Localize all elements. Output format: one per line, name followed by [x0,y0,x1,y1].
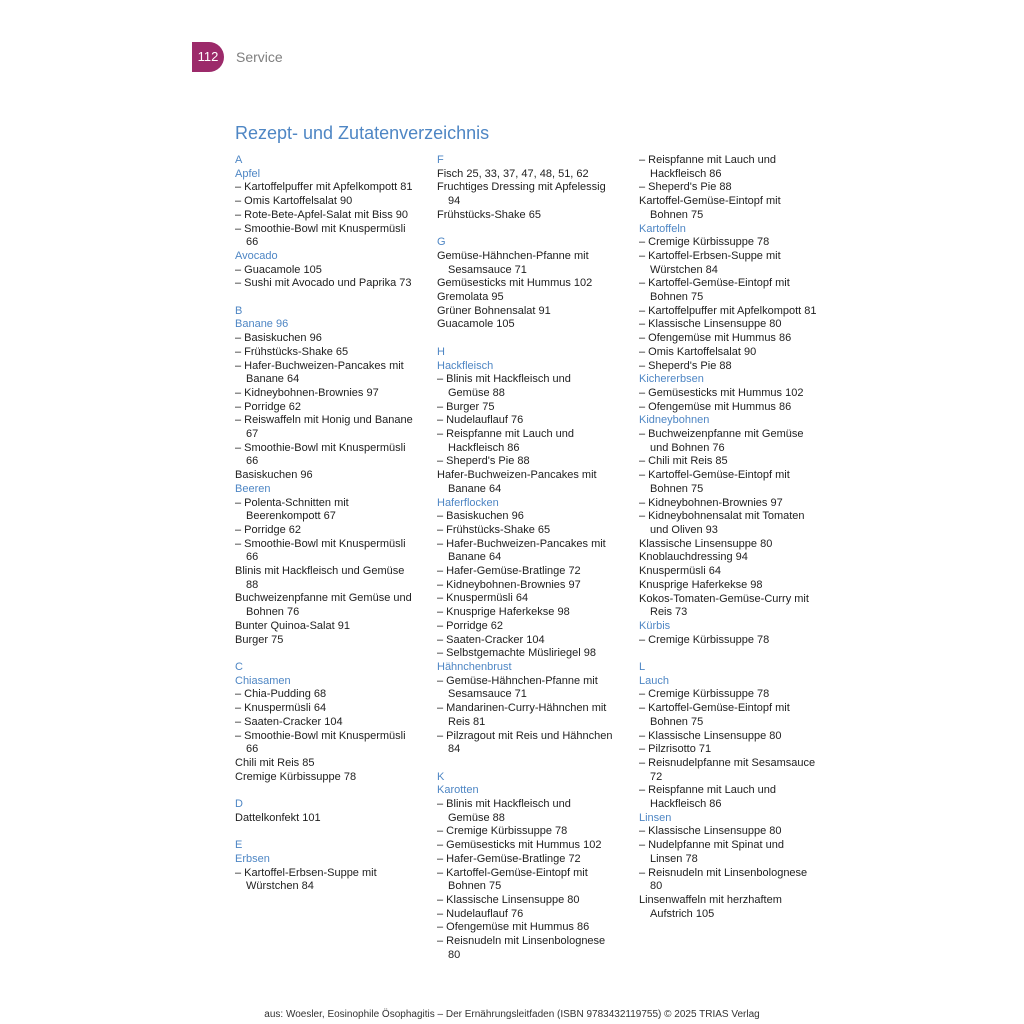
index-subentry: – Kartoffel-Erbsen-Suppe mit Würstchen 84 [639,249,781,276]
index-subentry: – Kartoffel-Gemüse-Eintopf mit Bohnen 75 [639,469,790,495]
index-entry: Burger 75 [235,633,284,646]
index-entry: Frühstücks-Shake 65 [437,208,541,221]
index-subentry: – Saaten-Cracker 104 [235,715,343,728]
index-subentry: – Nudelauflauf 76 [437,414,524,427]
index-group-heading: Hähnchenbrust [437,660,512,673]
index-group-heading: Hackfleisch [437,359,494,372]
index-subentry: – Gemüsesticks mit Hummus 102 [639,386,804,399]
index-subentry: – Kartoffelpuffer mit Apfelkompott 81 [235,181,413,194]
index-subentry: – Gemüsesticks mit Hummus 102 [437,839,602,852]
index-subentry: – Cremige Kürbissuppe 78 [639,633,770,646]
index-entry: Basiskuchen 96 [235,469,313,482]
index-subentry: – Frühstücks-Shake 65 [235,345,349,358]
index-subentry: – Smoothie-Bowl mit Knuspermüsli 66 [235,441,406,468]
index-subentry: – Knuspermüsli 64 [235,702,327,715]
index-letter: G [437,236,446,249]
index-subentry: – Kidneybohnen-Brownies 97 [437,578,581,591]
index-entry: Fisch 25, 33, 37, 47, 48, 51, 62 [437,167,589,180]
index-group-heading: Chiasamen [235,674,291,687]
index-subentry: – Ofengemüse mit Hummus 86 [639,332,792,345]
index-group-heading: Banane 96 [235,318,289,331]
index-subentry: – Reisnudeln mit Linsenbolognese 80 [437,935,606,961]
index-subentry: – Reisnudelpfanne mit Sesamsauce 72 [639,756,816,783]
index-subentry: – Frühstücks-Shake 65 [437,523,551,536]
index-subentry: – Porridge 62 [235,400,302,413]
index-entry: Buchweizenpfanne mit Gemüse und Bohnen 76 [235,592,412,619]
index-subentry: – Kartoffel-Gemüse-Eintopf mit Bohnen 75 [639,277,790,304]
index-subentry: – Sheperd's Pie 88 [437,455,530,468]
index-subentry: – Buchweizenpfanne mit Gemüse und Bohnen 76 [639,428,804,454]
index-subentry: – Omis Kartoffelsalat 90 [235,195,353,208]
index-entry: Fruchtiges Dressing mit Apfelessig 94 [437,181,606,208]
index-subentry: – Omis Kartoffelsalat 90 [639,345,757,358]
index-subentry: – Klassische Linsensuppe 80 [639,825,782,838]
index-subentry: – Knusprige Haferkekse 98 [437,606,570,619]
index-group-heading: Avocado [235,249,278,262]
index-letter: E [235,839,243,852]
index-subentry: – Klassische Linsensuppe 80 [437,893,580,906]
index-subentry: – Sushi mit Avocado und Paprika 73 [235,277,412,290]
index-entry: Guacamole 105 [437,318,515,331]
index-entry: Bunter Quinoa-Salat 91 [235,619,350,632]
index-group-heading: Apfel [235,167,261,180]
index-spacer [437,332,615,346]
index-subentry: – Nudelauflauf 76 [437,907,524,920]
index-subentry: – Knuspermüsli 64 [437,592,529,605]
index-entry: Cremige Kürbissuppe 78 [235,770,357,783]
index-entry: Kokos-Tomaten-Gemüse-Curry mit Reis 73 [639,592,809,619]
index-subentry: – Saaten-Cracker 104 [437,633,545,646]
index-subentry: – Ofengemüse mit Hummus 86 [639,400,792,413]
index-subentry: – Reispfanne mit Lauch und Hackfleisch 86 [437,428,574,454]
index-subentry: – Porridge 62 [235,523,302,536]
index-entry: Hafer-Buchweizen-Pancakes mit Banane 64 [437,469,597,495]
index-group-heading: Kürbis [639,619,671,632]
index-spacer [235,647,413,661]
index-entry: Kartoffel-Gemüse-Eintopf mit Bohnen 75 [639,195,781,221]
index-subentry: – Polenta-Schnitten mit Beerenkompott 67 [235,496,349,523]
index-entry: Gremolata 95 [437,291,504,304]
index-letter: H [437,345,445,358]
index-subentry: – Sheperd's Pie 88 [639,181,732,194]
index-entry: Knuspermüsli 64 [639,565,721,578]
index-letter: D [235,798,243,810]
index-group-heading: Kartoffeln [639,222,686,235]
index-entry: Gemüsesticks mit Hummus 102 [437,277,593,290]
index-group-heading: Erbsen [235,852,270,865]
index-subentry: – Klassische Linsensuppe 80 [639,729,782,742]
index-subentry: – Basiskuchen 96 [235,332,322,345]
index-subentry: – Pilzragout mit Reis und Hähnchen 84 [437,729,613,756]
index-column-3 [639,154,817,921]
index-spacer [639,647,817,661]
index-subentry: – Mandarinen-Curry-Hähnchen mit Reis 81 [437,702,607,728]
index-group-heading: Linsen [639,811,672,824]
index-entry: Knusprige Haferkekse 98 [639,578,763,591]
index-subentry: – Chia-Pudding 68 [235,688,327,701]
index-group-heading: Beeren [235,482,271,495]
index-entry: Grüner Bohnensalat 91 [437,304,551,317]
index-subentry: – Basiskuchen 96 [437,510,524,523]
index-letter: A [235,154,243,166]
index-letter: C [235,660,243,673]
index-subentry: – Blinis mit Hackfleisch und Gemüse 88 [437,798,571,824]
index-subentry: – Rote-Bete-Apfel-Salat mit Biss 90 [235,208,409,221]
index-entry: Gemüse-Hähnchen-Pfanne mit Sesamsauce 71 [437,249,589,276]
index-subentry: – Kartoffelpuffer mit Apfelkompott 81 [639,304,817,317]
index-subentry: – Pilzrisotto 71 [639,743,712,756]
index-subentry: – Smoothie-Bowl mit Knuspermüsli 66 [235,537,406,564]
index-subentry: – Sheperd's Pie 88 [639,359,732,372]
index-subentry: – Selbstgemachte Müsliriegel 98 [437,647,596,660]
index-subentry: – Reisnudeln mit Linsenbolognese 80 [639,866,808,893]
index-group-heading: Kidneybohnen [639,414,710,427]
index-subentry: – Klassische Linsensuppe 80 [639,318,782,331]
index-subentry: – Hafer-Buchweizen-Pancakes mit Banane 64 [437,537,606,564]
index-subentry: – Kartoffel-Gemüse-Eintopf mit Bohnen 75 [437,866,588,893]
index-column-2 [437,154,615,962]
index-subentry: – Hafer-Gemüse-Bratlinge 72 [437,852,581,865]
index-spacer [437,757,615,771]
index-subentry: – Reispfanne mit Lauch und Hackfleisch 86 [639,154,776,180]
index-subentry: – Smoothie-Bowl mit Knuspermüsli 66 [235,222,406,249]
index-entry: Linsenwaffeln mit herzhaftem Aufstrich 105 [639,893,782,920]
index-spacer [437,223,615,237]
index-group-heading: Kichererbsen [639,373,704,386]
index-subentry: – Hafer-Buchweizen-Pancakes mit Banane 64 [235,359,404,386]
index-subentry: – Reiswaffeln mit Honig und Banane 67 [235,414,413,441]
index-letter: B [235,304,243,317]
index-subentry: – Blinis mit Hackfleisch und Gemüse 88 [437,373,571,399]
index-spacer [235,825,413,839]
index-entry: Dattelkonfekt 101 [235,811,321,824]
index-subentry: – Smoothie-Bowl mit Knuspermüsli 66 [235,729,406,756]
index-title: Rezept- und Zutatenverzeichnis [235,123,490,143]
index-column-1 [235,154,413,894]
index-subentry: – Cremige Kürbissuppe 78 [639,688,770,701]
index-subentry: – Kartoffel-Erbsen-Suppe mit Würstchen 84 [235,866,377,893]
index-group-heading: Karotten [437,784,479,797]
index-letter: L [639,661,646,673]
index-subentry: – Reispfanne mit Lauch und Hackfleisch 86 [639,784,776,811]
index-letter: F [437,154,444,166]
index-subentry: – Chili mit Reis 85 [639,455,728,468]
index-entry: Knoblauchdressing 94 [639,551,748,564]
index-subentry: – Burger 75 [437,400,495,413]
page-number-badge: 112 [192,42,224,72]
index-subentry: – Kartoffel-Gemüse-Eintopf mit Bohnen 75 [639,702,790,728]
index-subentry: – Kidneybohnen-Brownies 97 [235,386,379,399]
index-letter: K [437,770,445,783]
index-subentry: – Gemüse-Hähnchen-Pfanne mit Sesamsauce 71 [437,674,598,701]
index-subentry: – Guacamole 105 [235,263,322,276]
index-subentry: – Porridge 62 [437,619,504,632]
index-subentry: – Kidneybohnen-Brownies 97 [639,496,783,509]
section-label: Service [236,49,283,65]
index-entry: Chili mit Reis 85 [235,756,315,769]
index-subentry: – Hafer-Gemüse-Bratlinge 72 [437,565,581,578]
index-entry: Klassische Linsensuppe 80 [639,537,773,550]
index-entry: Blinis mit Hackfleisch und Gemüse 88 [235,565,405,591]
source-footer: aus: Woesler, Eosinophile Ösophagitis – Der Ernährungsleitfaden (ISBN 9783432119755) © 2025 TRIAS Verlag [264,1009,760,1020]
index-spacer [235,784,413,798]
index-subentry: – Ofengemüse mit Hummus 86 [437,921,590,934]
index-subentry: – Nudelpfanne mit Spinat und Linsen 78 [639,839,784,865]
index-group-heading: Lauch [639,674,669,687]
index-spacer [235,291,413,305]
index-subentry: – Cremige Kürbissuppe 78 [437,825,568,838]
index-group-heading: Haferflocken [437,496,499,509]
index-subentry: – Cremige Kürbissuppe 78 [639,236,770,249]
index-subentry: – Kidneybohnensalat mit Tomaten und Oliven 93 [639,510,805,536]
